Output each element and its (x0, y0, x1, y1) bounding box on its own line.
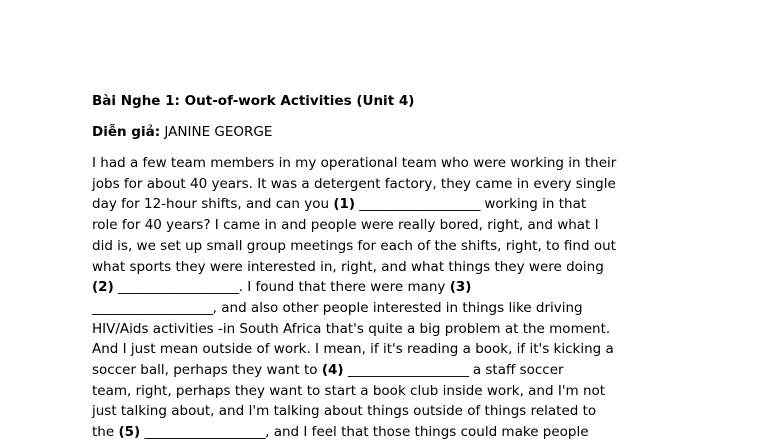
paragraph-line (92, 401, 692, 422)
answer-blank[interactable]: ___________________ (92, 299, 213, 316)
paragraph-line (92, 319, 692, 340)
blank-number: (5) (118, 424, 141, 441)
answer-blank[interactable]: ___________________ (359, 196, 481, 213)
line-text: And I just mean outside of work. I mean, if it's reading a book, if it's kicking a (92, 341, 614, 358)
paragraph-line (92, 422, 692, 443)
answer-blank[interactable]: ___________________ (144, 424, 266, 441)
blank-number: (4) (321, 362, 344, 379)
paragraph-line (92, 215, 692, 236)
document-title: Bài Nghe 1: Out-of-work Activities (Unit 4) (92, 93, 415, 109)
line-text: a staff soccer (468, 362, 564, 379)
paragraph-line (92, 360, 692, 381)
line-text: just talking about, and I'm talking about things outside of things related to (92, 403, 597, 420)
transcript-paragraph (92, 153, 692, 443)
line-text: HIV/Aids activities -in South Africa that's quite a big problem at the moment. (92, 320, 611, 337)
document-page (92, 91, 692, 443)
paragraph-line (92, 339, 692, 360)
answer-blank[interactable]: ___________________ (347, 362, 469, 379)
line-text: , and also other people interested in things like driving (212, 299, 583, 316)
line-text: , and I feel that those things could make people (265, 424, 589, 441)
paragraph-line (92, 153, 692, 174)
paragraph-line (92, 257, 692, 278)
line-text: I had a few team members in my operational team who were working in their (92, 155, 617, 171)
paragraph-line (92, 194, 692, 215)
line-text: working in that (480, 196, 587, 213)
line-text: did is, we set up small group meetings for each of the shifts, right, to find out (92, 237, 616, 254)
answer-blank[interactable]: ___________________ (118, 279, 239, 296)
line-text: role for 40 years? I came in and people were really bored, right, and what I (92, 217, 599, 234)
line-text: soccer ball, perhaps they want to (92, 362, 322, 379)
line-text: team, right, perhaps they want to start a book club inside work, and I'm not (92, 382, 606, 399)
paragraph-line (92, 381, 692, 402)
blank-number: (1) (333, 196, 356, 213)
speaker-name: JANINE GEORGE (164, 124, 273, 140)
line-text: jobs for about 40 years. It was a detergent factory, they came in every single (92, 175, 616, 192)
paragraph-line (92, 298, 692, 319)
paragraph-line (92, 174, 692, 195)
line-text: . I found that there were many (238, 279, 450, 296)
speaker-label: Diễn giả: (92, 124, 161, 140)
blank-number: (3) (449, 279, 472, 296)
paragraph-line (92, 277, 692, 298)
speaker-line (92, 122, 692, 142)
blank-number: (2) (92, 279, 114, 296)
paragraph-line (92, 236, 692, 257)
line-text: the (92, 424, 119, 441)
line-text: what sports they were interested in, right, and what things they were doing (92, 258, 604, 275)
line-text: day for 12-hour shifts, and can you (92, 196, 334, 213)
